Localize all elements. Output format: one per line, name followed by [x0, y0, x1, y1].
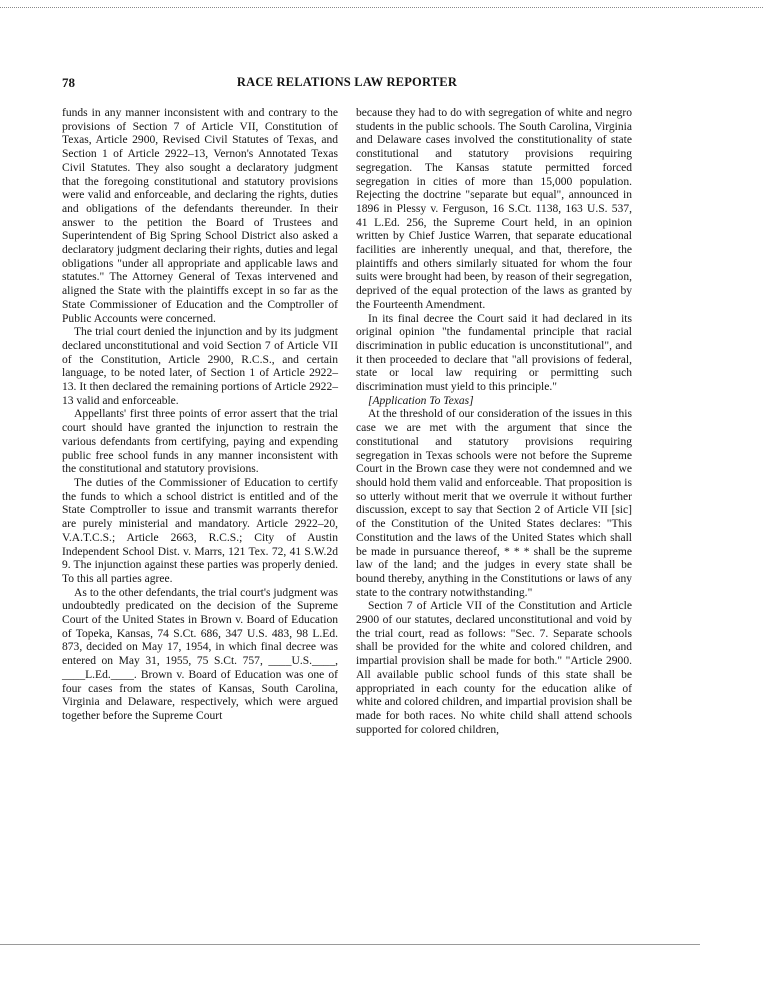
page-number: 78: [62, 75, 75, 90]
paragraph: Appellants' first three points of error assert that the trial court should have granted the injunction to restrain the various defendants from certifying, paying and expending public free school funds in any manner inconsistent with the constitutional and statutory provisions.: [62, 408, 338, 476]
paragraph: Section 7 of Article VII of the Constitution and Article 2900 of our statutes, declared unconstitutional and void by the trial court, read as follows: "Sec. 7. Separate schools shall be provided for the white and colored children, and impartial provision shall be made for both." "Article 2900. All available public school funds of this state shall be appropriated in each county for the education alike of white and colored children, and impartial provision shall be made for both races. No white child shall attend schools supported for colored children,: [356, 600, 632, 736]
page-header: [62, 75, 632, 93]
bottom-edge-rule: [0, 944, 700, 945]
section-subheading: [Application To Texas]: [368, 394, 474, 407]
paragraph: because they had to do with segregation of white and negro students in the public schools. The South Carolina, Virginia and Delaware cases involved the constitutionality of state constitutional and statutory provisions requiring segregation. The Kansas statute permitted forced segregation in cities of more than 15,000 population. Rejecting the doctrine "separate but equal", announced in 1896 in Plessy v. Ferguson, 16 S.Ct. 1138, 163 U.S. 537, 41 L.Ed. 256, the Supreme Court held, in an opinion written by Chief Justice Warren, that separate educational facilities are inherently unequal, and that, therefore, the plaintiffs and others similarly situated for whom the four suits were brought had been, by reason of their segregation, deprived of the equal protection of the laws as granted by the Fourteenth Amendment.: [356, 107, 632, 311]
paragraph: At the threshold of our consideration of the issues in this case we are met with the argument that since the constitutional and statutory provisions requiring segregation in Texas schools were not before the Supreme Court in the Brown case they were not condemned and we should hold them valid and enforceable. That proposition is so utterly without merit that we overrule it without further discussion, except to say that Section 2 of Article VII [sic] of the Constitution of the United States declares: "This Constitution and the laws of the United States which shall be made in pursuance thereof, * * * shall be the supreme law of the land; and the judges in every state shall be bound thereby, anything in the Constitutions or laws of any state to the contrary notwithstanding.": [356, 408, 632, 599]
left-column: [62, 107, 338, 724]
paragraph: The trial court denied the injunction and by its judgment declared unconstitutional and void Section 7 of Article VII of the Constitution, Article 2900, R.C.S., and certain language, to be noted later, of Section 1 of Article 2922–13. It then declared the remaining portions of Article 2922–13 valid and enforceable.: [62, 326, 338, 407]
right-column: [356, 107, 632, 737]
paragraph: funds in any manner inconsistent with and contrary to the provisions of Section 7 of Article VII, Constitution of Texas, Article 2900, Revised Civil Statutes of Texas, and Section 1 of Article 2922–13, Vernon's Annotated Texas Civil Statutes. They also sought a declaratory judgment that the foregoing constitutional and statutory provisions were valid and enforceable, and declaring the rights, duties and obligations of the defendants thereunder. In their answer to the petition the Board of Trustees and Superintendent of Big Spring School District also asked a declaratory judgment declaring their rights, duties and legal obligations "under all appropriate and applicable laws and statutes." The Attorney General of Texas intervened and aligned the State with the plaintiffs except in so far as the State Commissioner of Education and the Comptroller of Public Accounts were concerned.: [62, 107, 338, 325]
running-title: RACE RELATIONS LAW REPORTER: [236, 75, 458, 89]
paragraph: The duties of the Commissioner of Education to certify the funds to which a school district is entitled and of the State Comptroller to issue and transmit warrants therefor are purely ministerial and mandatory. Article 2922–20, V.A.T.C.S.; Article 2663, R.C.S.; City of Austin Independent School Dist. v. Marrs, 121 Tex. 72, 41 S.W.2d 9. The injunction against these parties was properly denied. To this all parties agree.: [62, 476, 338, 585]
top-edge-rule: [0, 7, 763, 8]
paragraph: As to the other defendants, the trial court's judgment was undoubtedly predicated on the decision of the Supreme Court of the United States in Brown v. Board of Education of Topeka, Kansas, 74 S.Ct. 686, 347 U.S. 483, 98 L.Ed. 873, decided on May 17, 1954, in which final decree was entered on May 31, 1955, 75 S.Ct. 757, ____U.S.____, ____L.Ed.____. Brown v. Board of Education was one of four cases from the states of Kansas, South Carolina, Virginia and Delaware, respectively, which were argued together before the Supreme Court: [62, 586, 338, 722]
paragraph: In its final decree the Court said it had declared in its original opinion "the fundamental principle that racial discrimination in public education is unconstitutional", and it then proceeded to declare that "all provisions of federal, state or local law requiring or permitting such discrimination must yield to this principle.": [356, 312, 632, 394]
